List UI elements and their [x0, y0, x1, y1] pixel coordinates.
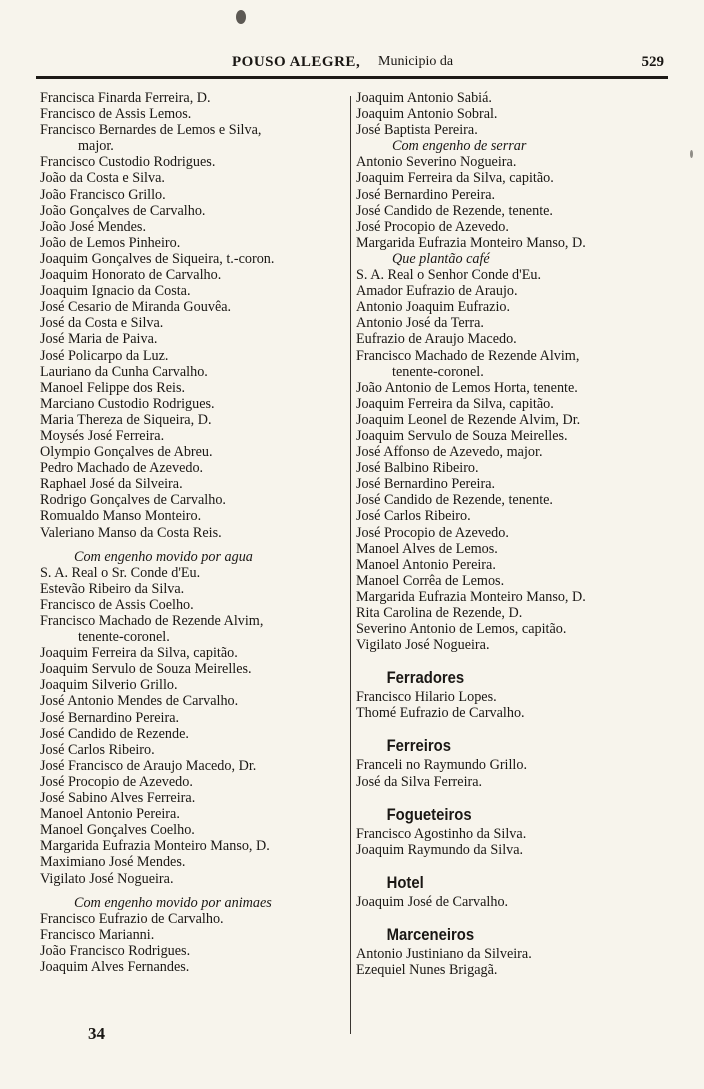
list-item: José Francisco de Araujo Macedo, Dr.: [40, 757, 257, 774]
list-item: S. A. Real o Sr. Conde d'Eu.: [40, 564, 201, 581]
list-item: Joaquim Ferreira da Silva, capitão.: [356, 395, 554, 412]
list-item: Rita Carolina de Rezende, D.: [356, 605, 523, 621]
list-item: José Antonio Mendes de Carvalho.: [40, 693, 239, 710]
list-item: José Candido de Rezende, tenente.: [356, 492, 553, 509]
list-item: José Cesario de Miranda Gouvêa.: [40, 299, 232, 316]
list-item: José Procopio de Azevedo.: [40, 773, 193, 790]
list-item-continuation: major.: [78, 138, 114, 155]
list-item: Amador Eufrazio de Araujo.: [356, 283, 518, 300]
list-item: Franceli no Raymundo Grillo.: [356, 757, 528, 774]
list-item: José da Silva Ferreira.: [356, 773, 483, 790]
list-item: Francisco Agostinho da Silva.: [356, 825, 527, 842]
list-item: José Bernardino Pereira.: [40, 709, 180, 726]
list-item: João Antonio de Lemos Horta, tenente.: [356, 379, 578, 396]
list-item-continuation: tenente-coronel.: [392, 363, 484, 380]
list-item: Joaquim Servulo de Souza Meirelles.: [40, 661, 252, 678]
header-subtitle: Municipio da: [378, 54, 454, 69]
list-item: Francisco de Assis Lemos.: [40, 106, 192, 123]
spacer: [356, 721, 672, 735]
list-item: Margarida Eufrazia Monteiro Manso, D.: [356, 588, 586, 605]
list-item: Margarida Eufrazia Monteiro Manso, D.: [40, 838, 270, 855]
list-item: Antonio José da Terra.: [356, 315, 484, 332]
spacer: [356, 790, 672, 804]
list-item: Manoel Felippe dos Reis.: [40, 379, 186, 396]
list-item: José Carlos Ribeiro.: [356, 508, 471, 525]
list-item: S. A. Real o Senhor Conde d'Eu.: [356, 267, 542, 284]
list-item: João da Costa e Silva.: [40, 170, 165, 187]
list-item: Estevão Ribeiro da Silva.: [40, 580, 185, 597]
page-header: [36, 50, 668, 74]
list-item: José Policarpo da Luz.: [40, 347, 169, 364]
list-item: Joaquim Antonio Sabiá.: [356, 90, 492, 106]
list-item: Joaquim Ferreira da Silva, capitão.: [40, 645, 238, 662]
spacer: [356, 910, 672, 924]
section-heading-hotel: Hotel: [386, 873, 424, 892]
list-item: Margarida Eufrazia Monteiro Manso, D.: [356, 234, 586, 251]
list-item: José Procopio de Azevedo.: [356, 524, 509, 541]
list-item: Marciano Custodio Rodrigues.: [40, 395, 215, 412]
section-subheading: Com engenho movido por animaes: [74, 894, 272, 911]
list-item: Joaquim Honorato de Carvalho.: [40, 267, 222, 284]
list-item: Manoel Antonio Pereira.: [40, 806, 180, 823]
list-item: Francisco Machado de Rezende Alvim,: [40, 613, 264, 629]
list-item: José Candido de Rezende.: [40, 725, 189, 742]
list-item: Antonio Severino Nogueira.: [356, 154, 517, 171]
list-item: João José Mendes.: [40, 218, 146, 235]
spacer: [356, 653, 672, 667]
header-rule: [36, 76, 668, 79]
list-item: Francisco Hilario Lopes.: [356, 689, 497, 706]
spacer: [40, 887, 346, 895]
list-item: José Affonso de Azevedo, major.: [356, 444, 543, 461]
list-item: José Bernardino Pereira.: [356, 186, 496, 203]
list-item: Thomé Eufrazio de Carvalho.: [356, 705, 525, 722]
list-item: José Maria de Paiva.: [40, 331, 158, 348]
list-item: Antonio Justiniano da Silveira.: [356, 945, 532, 962]
list-item: Francisco Marianni.: [40, 926, 155, 943]
list-item: Manoel Gonçalves Coelho.: [40, 822, 195, 839]
section-subheading: Com engenho de serrar: [392, 138, 527, 155]
list-item: Francisco de Assis Coelho.: [40, 596, 194, 613]
list-item: Joaquim Alves Fernandes.: [40, 958, 190, 975]
list-item: José da Costa e Silva.: [40, 315, 164, 332]
list-item: Manoel Alves de Lemos.: [356, 540, 498, 557]
list-item: José Carlos Ribeiro.: [40, 741, 155, 758]
list-item: Vigilato José Nogueira.: [356, 637, 490, 654]
list-item: João de Lemos Pinheiro.: [40, 234, 181, 251]
page-number: 529: [641, 54, 664, 70]
list-item: Severino Antonio de Lemos, capitão.: [356, 621, 567, 638]
list-item: Francisco Custodio Rodrigues.: [40, 154, 216, 171]
list-item: Ezequiel Nunes Brigagã.: [356, 962, 498, 979]
list-item: Francisca Finarda Ferreira, D.: [40, 90, 211, 106]
list-item: Francisco Machado de Rezende Alvim,: [356, 347, 580, 364]
section-subheading: Com engenho movido por agua: [74, 548, 253, 565]
list-item: Joaquim José de Carvalho.: [356, 893, 509, 910]
list-item: Valeriano Manso da Costa Reis.: [40, 524, 222, 541]
section-heading-fogueteiros: Fogueteiros: [386, 805, 472, 824]
list-item: Joaquim Ignacio da Costa.: [40, 283, 191, 300]
list-item: José Procopio de Azevedo.: [356, 218, 509, 235]
list-item: João Francisco Grillo.: [40, 186, 166, 203]
list-item: Olympio Gonçalves de Abreu.: [40, 444, 213, 461]
spacer: [356, 858, 672, 872]
list-item: José Balbino Ribeiro.: [356, 460, 479, 477]
list-item: Moysés José Ferreira.: [40, 427, 165, 444]
list-item: Maria Thereza de Siqueira, D.: [40, 411, 212, 428]
list-item: Lauriano da Cunha Carvalho.: [40, 363, 208, 380]
list-item: Raphael José da Silveira.: [40, 476, 183, 493]
list-item: Joaquim Gonçalves de Siqueira, t.-coron.: [40, 250, 275, 267]
list-item: Romualdo Manso Monteiro.: [40, 508, 202, 525]
section-subheading: Que plantão café: [392, 250, 490, 267]
list-item: José Candido de Rezende, tenente.: [356, 202, 553, 219]
section-heading-ferradores: Ferradores: [386, 669, 465, 688]
list-item: Pedro Machado de Azevedo.: [40, 460, 204, 477]
list-item: João Gonçalves de Carvalho.: [40, 202, 206, 219]
list-item: Manoel Corrêa de Lemos.: [356, 572, 505, 589]
list-item: Francisco Bernardes de Lemos e Silva,: [40, 122, 262, 139]
left-column: [40, 90, 346, 975]
list-item: Manoel Antonio Pereira.: [356, 556, 496, 573]
header-title: POUSO ALEGRE,: [232, 54, 361, 70]
list-item-continuation: tenente-coronel.: [78, 629, 170, 646]
list-item: Vigilato José Nogueira.: [40, 870, 174, 887]
list-item: Rodrigo Gonçalves de Carvalho.: [40, 492, 226, 509]
ink-speck: [690, 150, 693, 158]
column-divider: [350, 96, 351, 1034]
section-heading-marceneiros: Marceneiros: [386, 925, 475, 944]
list-item: Joaquim Silverio Grillo.: [40, 677, 178, 694]
list-item: Joaquim Leonel de Rezende Alvim, Dr.: [356, 411, 581, 428]
list-item: Maximiano José Mendes.: [40, 854, 186, 871]
list-item: José Sabino Alves Ferreira.: [40, 790, 196, 807]
list-item: João Francisco Rodrigues.: [40, 942, 191, 959]
list-item: Joaquim Servulo de Souza Meirelles.: [356, 427, 568, 444]
list-item: José Baptista Pereira.: [356, 122, 478, 139]
section-heading-ferreiros: Ferreiros: [386, 737, 451, 756]
list-item: Eufrazio de Araujo Macedo.: [356, 331, 517, 348]
ink-blot: [236, 10, 246, 24]
list-item: Antonio Joaquim Eufrazio.: [356, 299, 511, 316]
signature-mark: 34: [88, 1024, 105, 1043]
list-item: Joaquim Raymundo da Silva.: [356, 841, 524, 858]
right-column: [356, 90, 672, 978]
list-item: Joaquim Ferreira da Silva, capitão.: [356, 170, 554, 187]
list-item: Francisco Eufrazio de Carvalho.: [40, 910, 224, 927]
list-item: Joaquim Antonio Sobral.: [356, 106, 498, 123]
list-item: José Bernardino Pereira.: [356, 476, 496, 493]
spacer: [40, 541, 346, 549]
